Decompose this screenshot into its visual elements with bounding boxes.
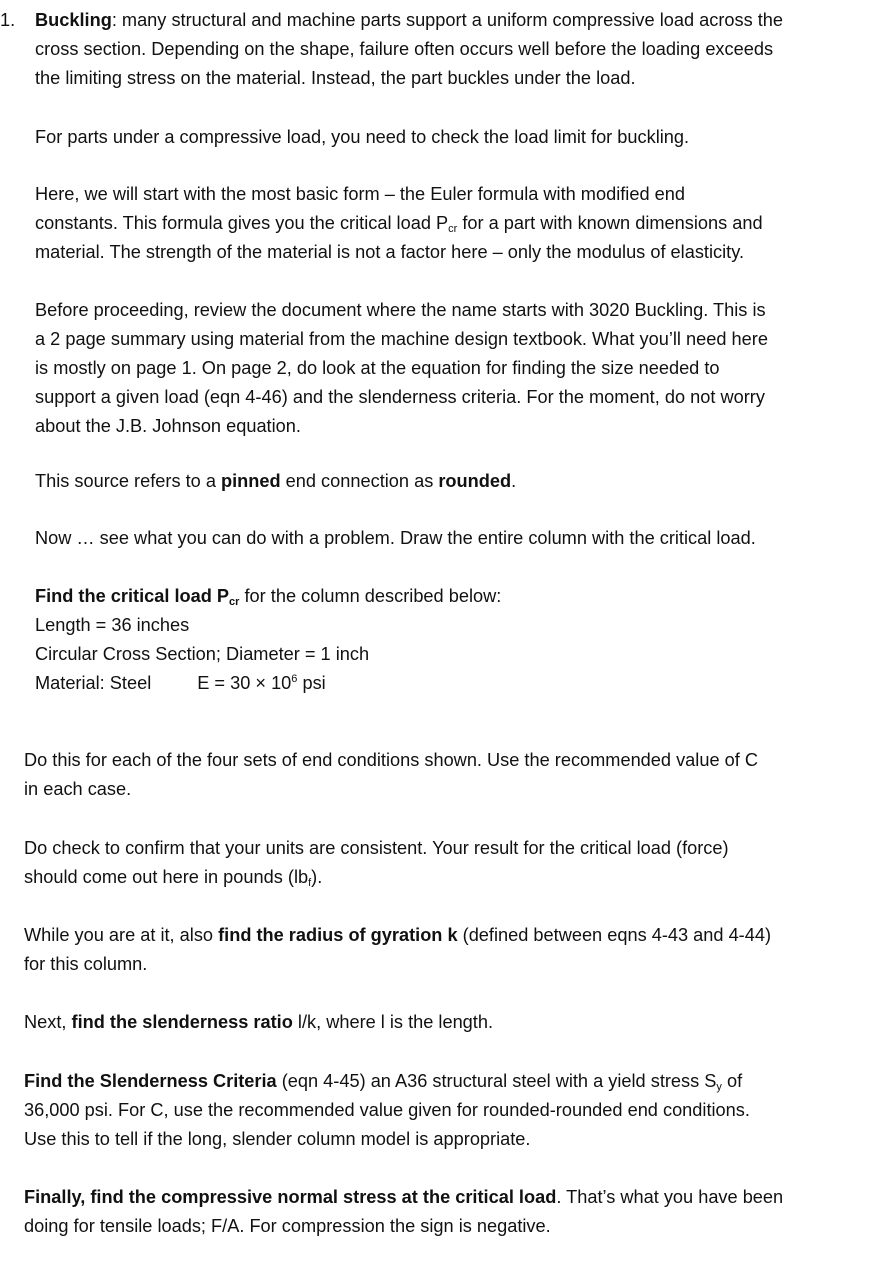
gyration-paragraph (24, 921, 864, 979)
euler-line-1: Here, we will start with the most basic form – the Euler formula with modified end (35, 184, 685, 204)
criteria-line-1: Find the Slenderness Criteria (eqn 4-45) an A36 structural steel with a yield stress $S_y$ of (24, 1071, 743, 1093)
criteria-paragraph (24, 1067, 864, 1154)
review-line-1: Before proceeding, review the document where the name starts with 3020 Buckling. This is (35, 300, 766, 320)
each-line-2: in each case. (24, 779, 132, 799)
pinned-term: pinned (221, 471, 281, 491)
units-paragraph (24, 834, 864, 892)
units-line-1: Do check to confirm that your units are consistent. Your result for the critical load (force) (24, 838, 729, 858)
gyration-line-2: for this column. (24, 954, 148, 974)
intro-line-3: the limiting stress on the material. Instead, the part buckles under the load. (35, 68, 636, 88)
intro-line-2: cross section. Depending on the shape, failure often occurs well before the loading exceeds (35, 39, 774, 59)
problem-section: Circular Cross Section; Diameter = 1 inch (35, 644, 370, 664)
review-line-4: support a given load (eqn 4-46) and the slenderness criteria. For the moment, do not worry (35, 387, 765, 407)
criteria-line-3: Use this to tell if the long, slender column model is appropriate. (24, 1129, 531, 1149)
gyration-line-1: While you are at it, also find the radius of gyration k (defined between eqns 4-43 and 4-44) (24, 925, 772, 945)
intro-line-1: Buckling: many structural and machine parts support a uniform compressive load across the (35, 10, 784, 30)
now-paragraph: Now … see what you can do with a problem. Draw the entire column with the critical load. (35, 528, 756, 548)
euler-line-3: material. The strength of the material is not a factor here – only the modulus of elasticity. (35, 242, 744, 262)
pcr-subscript: cr (229, 596, 240, 608)
euler-paragraph (35, 180, 865, 267)
review-line-5: about the J.B. Johnson equation. (35, 416, 301, 436)
review-paragraph (35, 296, 865, 441)
each-paragraph (24, 746, 864, 804)
problem-statement (35, 582, 865, 698)
slenderness-paragraph: Next, find the slenderness ratio l/k, where l is the length. (24, 1012, 494, 1032)
buckling-term: Buckling (35, 10, 112, 30)
rounded-term: rounded (438, 471, 512, 491)
problem-material: Material: Steel $E = 30 \times 10^6$ psi (35, 673, 326, 693)
intro-paragraph (35, 6, 865, 93)
criteria-line-2: 36,000 psi. For C, use the recommended value given for rounded-rounded end conditions. (24, 1100, 750, 1120)
units-line-2: should come out here in pounds $(lb_f)$. (24, 867, 323, 889)
source-paragraph: This source refers to a pinned end connection as rounded. (35, 471, 517, 491)
final-line-1: Finally, find the compressive normal stress at the critical load. That’s what you have been (24, 1187, 784, 1207)
review-line-3: is mostly on page 1. On page 2, do look at the equation for finding the size needed to (35, 358, 720, 378)
modulus-value: $E = 30 \times 10^6$ psi (197, 673, 326, 693)
final-line-2: doing for tensile loads; F/A. For compression the sign is negative. (24, 1216, 551, 1236)
final-paragraph (24, 1183, 864, 1241)
problem-heading: Find the critical load $P_{cr}$ for the column described below: (35, 586, 502, 608)
pcr-subscript: cr (448, 223, 458, 235)
each-line-1: Do this for each of the four sets of end conditions shown. Use the recommended value of C (24, 750, 758, 770)
problem-length: Length = 36 inches (35, 615, 190, 635)
item-number: 1. (0, 10, 16, 30)
review-line-2: a 2 page summary using material from the machine design textbook. What you’ll need here (35, 329, 768, 349)
euler-line-2: constants. This formula gives you the critical load $P_{cr}$ for a part with known dimensions and (35, 213, 763, 235)
check-paragraph: For parts under a compressive load, you need to check the load limit for buckling. (35, 127, 690, 147)
